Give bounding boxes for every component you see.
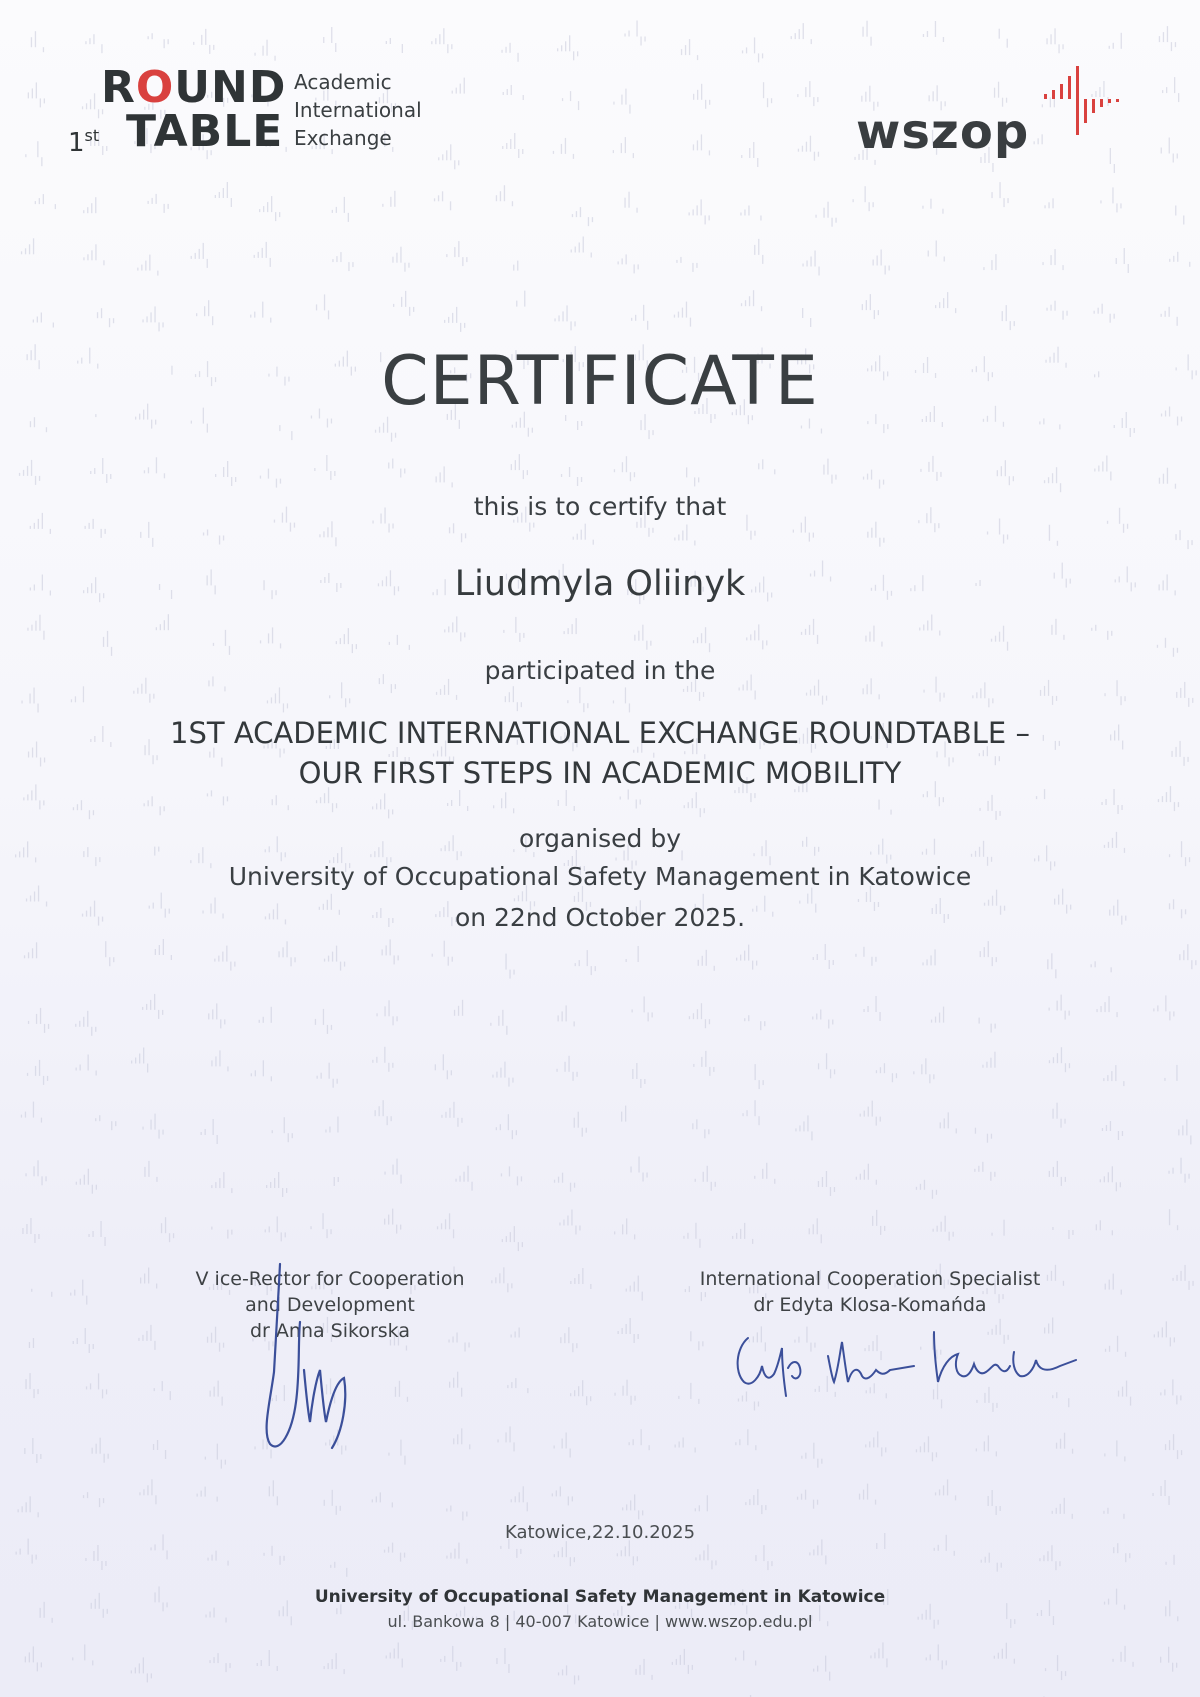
left-signatory-role-line2: and Development [245, 1294, 415, 1316]
certificate-title: CERTIFICATE [381, 342, 819, 421]
right-signatory-role: International Cooperation Specialist [699, 1268, 1041, 1290]
organised-line: organised by [519, 824, 681, 853]
event-title-line1: 1ST ACADEMIC INTERNATIONAL EXCHANGE ROUNDTABLE – [170, 716, 1030, 750]
footer-address: ul. Bankowa 8 | 40-007 Katowice | www.wszop.edu.pl [387, 1612, 813, 1631]
event-date: on 22nd October 2025. [454, 903, 746, 932]
left-handwritten-signature [252, 1262, 362, 1452]
recipient-name: Liudmyla Oliinyk [454, 564, 746, 604]
right-handwritten-signature [730, 1326, 1090, 1406]
logo-description: Academic International Exchange [294, 70, 422, 150]
footer-university: University of Occupational Safety Management in Katowice [314, 1587, 886, 1607]
logo-round-word: ROUND [101, 62, 287, 113]
right-signatory-person: dr Edyta Klosa-Komańda [753, 1294, 987, 1316]
participated-line: participated in the [484, 656, 716, 685]
wszop-wordmark: wszop [856, 104, 1030, 160]
left-signatory-role-line1: V ice-Rector for Cooperation [195, 1268, 465, 1290]
event-title-line2: OUR FIRST STEPS IN ACADEMIC MOBILITY [298, 756, 902, 790]
wszop-logo [856, 64, 1146, 174]
signal-bars-icon [1044, 64, 1134, 144]
left-signatory-person: dr Anna Sikorska [250, 1320, 410, 1342]
logo-table-word: TABLE [126, 106, 284, 157]
right-signatory [680, 1266, 1060, 1318]
organiser-name: University of Occupational Safety Management in Katowice [228, 862, 972, 891]
round-table-logo [68, 64, 468, 174]
logo-first-ordinal: 1st [68, 126, 100, 158]
certify-line: this is to certify that [473, 492, 727, 521]
place-and-date: Katowice,22.10.2025 [504, 1522, 696, 1543]
